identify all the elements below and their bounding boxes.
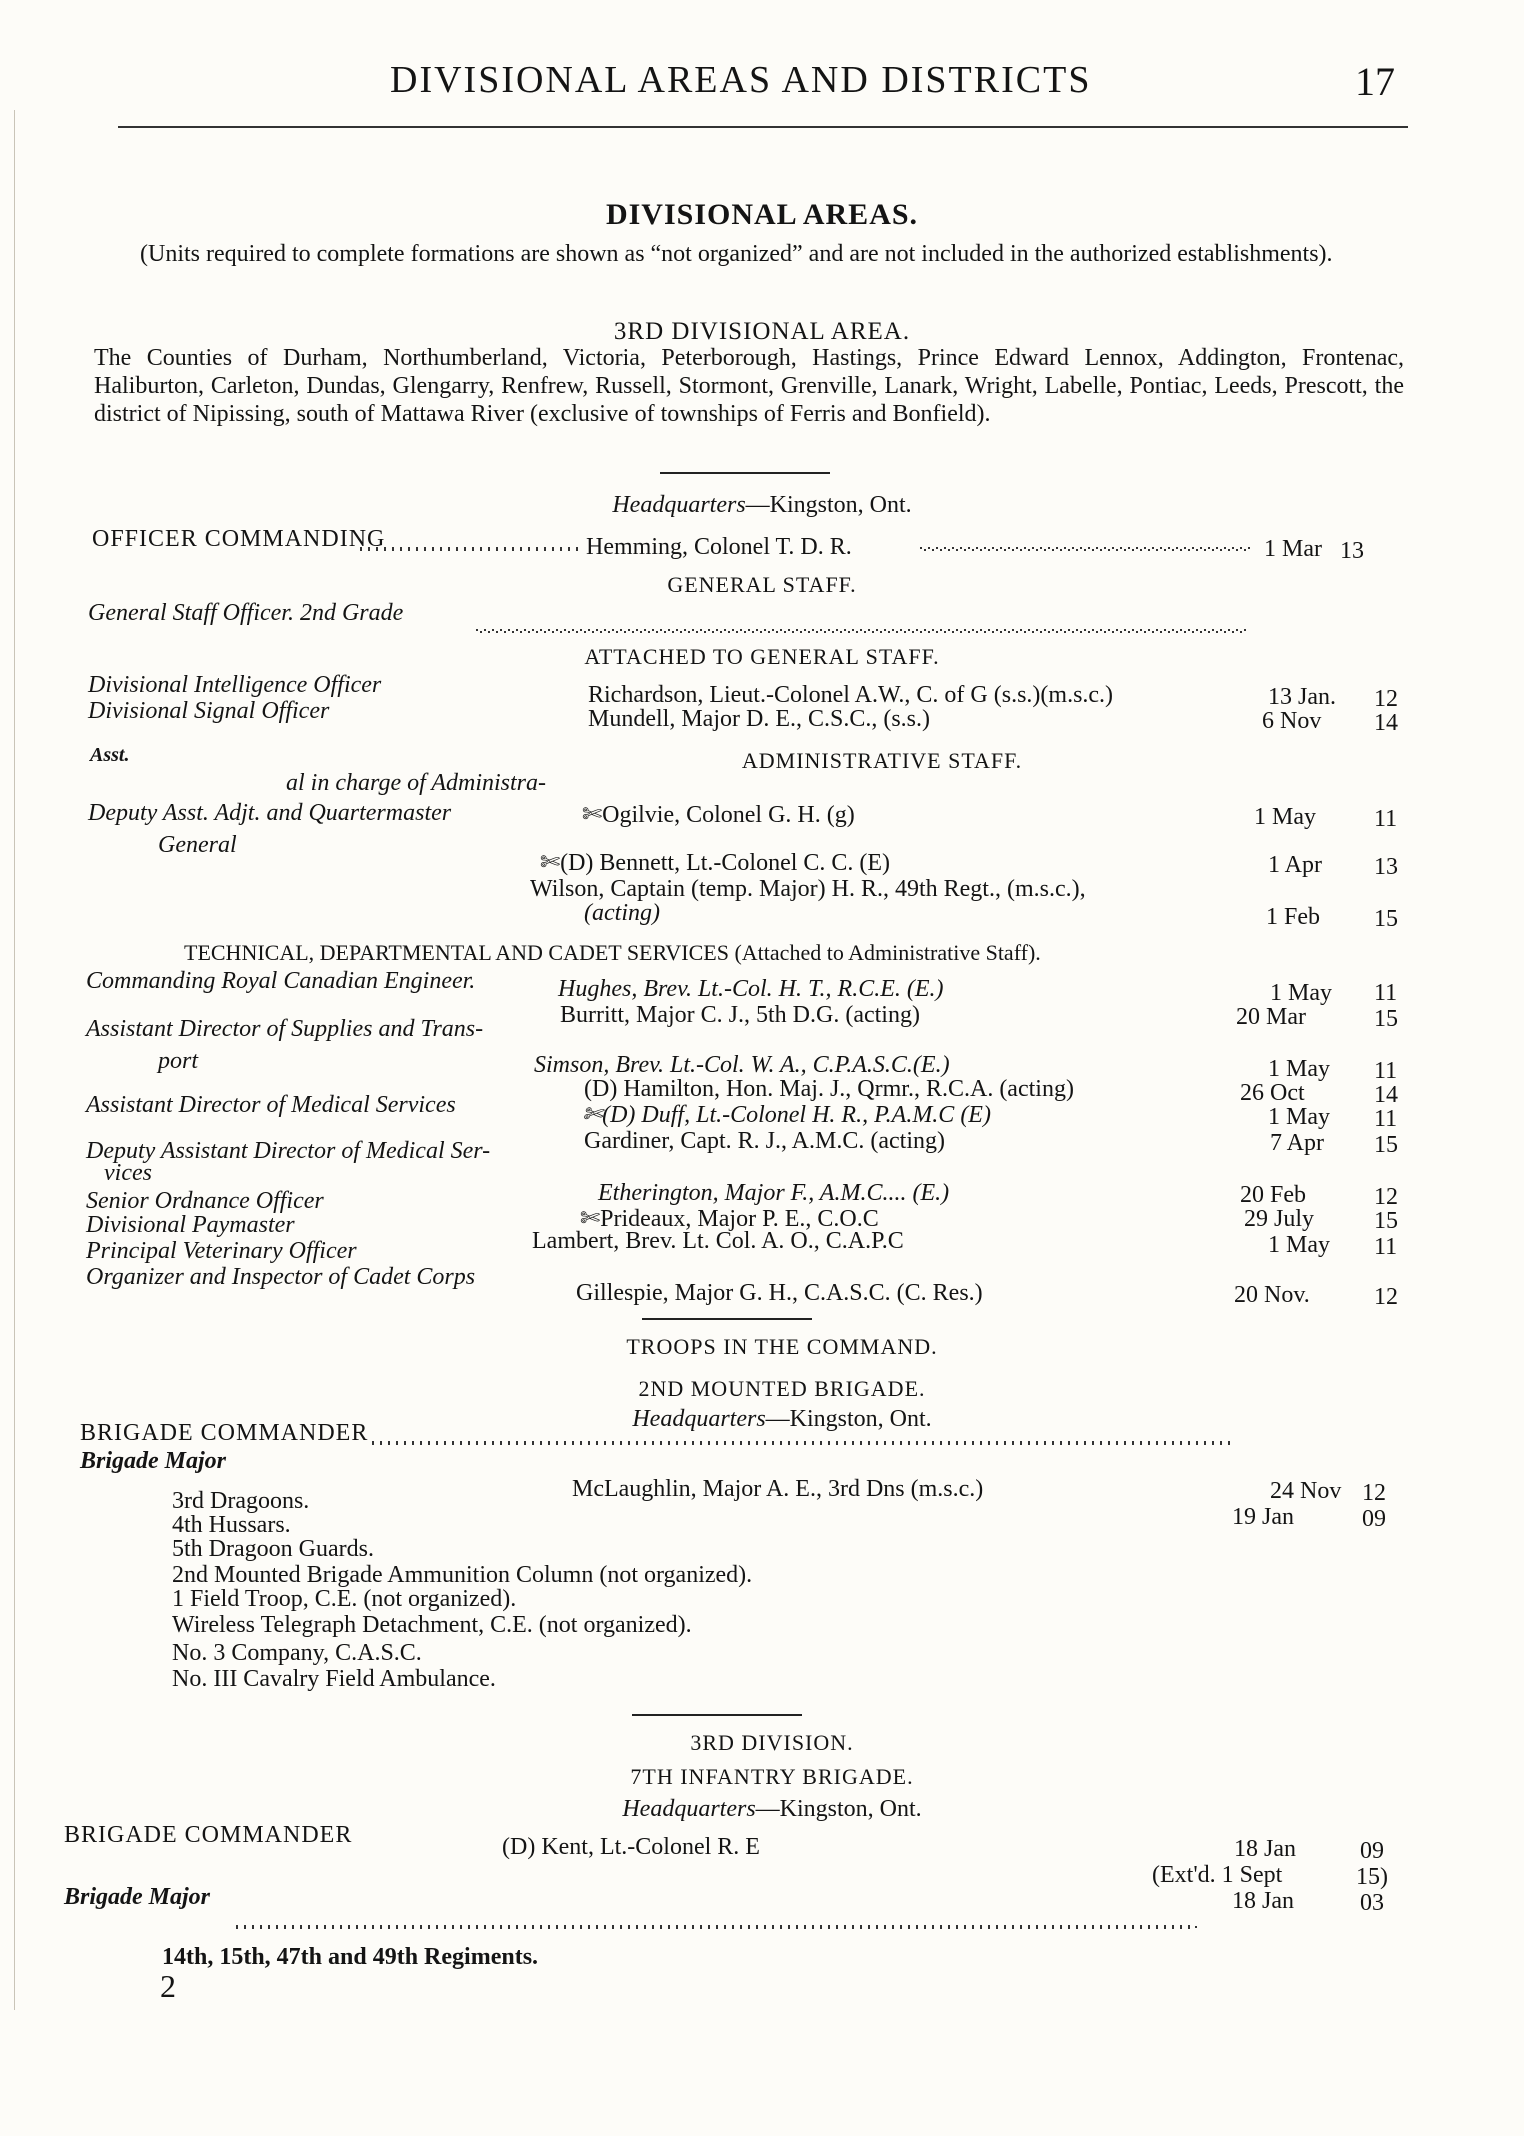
infantry-regiments: 14th, 15th, 47th and 49th Regiments. [162, 1944, 539, 1970]
asst-label: Asst. [90, 744, 130, 766]
gso-label: General Staff Officer. 2nd Grade [88, 600, 404, 626]
mclaughlin-name: McLaughlin, Major A. E., 3rd Dns (m.s.c.) [572, 1476, 984, 1502]
unit-item: 3rd Dragoons. [172, 1488, 310, 1514]
headquarters-value: —Kingston, Ont. [745, 492, 912, 518]
section-title: DIVISIONAL AREAS. [605, 198, 919, 231]
adms-label: Assistant Director of Medical Services [86, 1092, 456, 1118]
general-staff-heading: GENERAL STAFF. [667, 572, 857, 597]
crce-name: Hughes, Brev. Lt.-Col. H. T., R.C.E. (E.) [558, 976, 944, 1002]
gillespie-year: 12 [1374, 1284, 1398, 1310]
unit-item: 1 Field Troop, C.E. (not organized). [172, 1586, 517, 1612]
kent-year: 09 [1360, 1838, 1384, 1864]
unit-item: Wireless Telegraph Detachment, C.E. (not organized). [172, 1612, 692, 1638]
intelligence-officer-date: 13 Jan. [1268, 684, 1336, 710]
bennett-name: ✄(D) Bennett, Lt.-Colonel C. C. (E) [540, 850, 891, 876]
kent-name: (D) Kent, Lt.-Colonel R. E [502, 1834, 760, 1860]
attached-staff-heading: ATTACHED TO GENERAL STAFF. [584, 644, 940, 669]
ogilvie-year: 11 [1374, 806, 1398, 832]
dragoons-year: 09 [1362, 1506, 1386, 1532]
kent-date: 18 Jan [1234, 1836, 1296, 1862]
signal-officer-date: 6 Nov [1262, 708, 1322, 734]
mounted-hq-value: —Kingston, Ont. [765, 1406, 932, 1432]
wilson-year: 15 [1374, 906, 1398, 932]
etherington-date: 20 Feb [1240, 1182, 1306, 1208]
duff-name: ✄(D) Duff, Lt.-Colonel H. R., P.A.M.C (E) [582, 1102, 991, 1128]
soo-label: Senior Ordnance Officer [86, 1188, 324, 1214]
officer-commanding-date: 1 Mar [1264, 536, 1322, 562]
section-note: (Units required to complete formations are shown as “not organized” and are not included in the authorized establishments). [140, 241, 1333, 267]
administrative-staff-heading: ADMINISTRATIVE STAFF. [741, 748, 1023, 773]
crce-date: 1 May [1270, 980, 1332, 1006]
troops-heading: TROOPS IN THE COMMAND. [626, 1334, 938, 1359]
leader-line [476, 630, 1246, 632]
infantry-major-year: 03 [1360, 1890, 1384, 1916]
leader-line [360, 548, 580, 550]
duff-date: 1 May [1268, 1104, 1330, 1130]
lambert-date: 1 May [1268, 1232, 1330, 1258]
running-title: DIVISIONAL AREAS AND DISTRICTS [390, 59, 1092, 101]
daaqmg-label-line2: General [158, 832, 237, 858]
headquarters-label: Headquarters [612, 492, 746, 518]
area-description: The Counties of Durham, Northumberland, Victoria, Peterborough, Hastings, Prince Edward Lennox, Addington, Frontenac, Haliburton, Carleton, Dundas, Glengarry, Renfrew, Russell, Stormont, Grenville, Lanark, Wright, Labelle, Pontiac, Leeds, Prescott, the district of Nipissing, south of Mattawa River (exclusive of townships of Ferris and Bonfield). [94, 345, 1404, 427]
unit-item: 2nd Mounted Brigade Ammunition Column (not organized). [172, 1562, 753, 1588]
burritt-date: 20 Mar [1236, 1004, 1306, 1030]
duff-year: 11 [1374, 1106, 1398, 1132]
leader-line [236, 1926, 1196, 1928]
wilson-name: Wilson, Captain (temp. Major) H. R., 49th Regt., (m.s.c.), [530, 876, 1086, 902]
dadms-label-line2: vices [104, 1160, 152, 1186]
unit-item: No. 3 Company, C.A.S.C. [172, 1640, 422, 1666]
adst-label-line2: port [158, 1048, 199, 1074]
prideaux-year: 15 [1374, 1208, 1398, 1234]
kent-extended: (Ext'd. 1 Sept [1152, 1862, 1283, 1888]
crce-label: Commanding Royal Canadian Engineer. [86, 968, 476, 994]
mclaughlin-year: 12 [1362, 1480, 1386, 1506]
signal-officer-name: Mundell, Major D. E., C.S.C., (s.s.) [588, 706, 930, 732]
hamilton-date: 26 Oct [1240, 1080, 1305, 1106]
unit-item: 5th Dragoon Guards. [172, 1536, 374, 1562]
infantry-major-label: Brigade Major [64, 1884, 211, 1910]
signal-officer-label: Divisional Signal Officer [88, 698, 330, 724]
prideaux-date: 29 July [1244, 1206, 1315, 1232]
hamilton-name: (D) Hamilton, Hon. Maj. J., Qrmr., R.C.A. (acting) [584, 1076, 1074, 1102]
area-title: 3RD DIVISIONAL AREA. [613, 318, 911, 345]
gardiner-date: 7 Apr [1270, 1130, 1324, 1156]
infantry-major-date: 18 Jan [1232, 1888, 1294, 1914]
intelligence-officer-label: Divisional Intelligence Officer [88, 672, 382, 698]
adst-label: Assistant Director of Supplies and Trans- [86, 1016, 484, 1042]
dragoons-date: 19 Jan [1232, 1504, 1294, 1530]
dadms-label: Deputy Assistant Director of Medical Ser- [86, 1138, 491, 1164]
paymaster-label: Divisional Paymaster [86, 1212, 295, 1238]
brigade-commander-label: BRIGADE COMMANDER [80, 1420, 369, 1446]
brigade-major-label: Brigade Major [80, 1448, 227, 1474]
officer-commanding-label: OFFICER COMMANDING [92, 526, 386, 552]
ogilvie-name: ✄Ogilvie, Colonel G. H. (g) [582, 802, 855, 828]
gardiner-year: 15 [1374, 1132, 1398, 1158]
officer-commanding-year: 13 [1340, 538, 1364, 564]
infantry-commander-label: BRIGADE COMMANDER [64, 1822, 353, 1848]
signal-officer-year: 14 [1374, 710, 1398, 736]
unit-item: 4th Hussars. [172, 1512, 291, 1538]
infantry-hq-label: Headquarters [622, 1796, 756, 1822]
etherington-name: Etherington, Major F., A.M.C.... (E.) [598, 1180, 950, 1206]
wilson-acting: (acting) [584, 900, 660, 926]
cadet-corps-label: Organizer and Inspector of Cadet Corps [86, 1264, 476, 1290]
officer-commanding-name: Hemming, Colonel T. D. R. [586, 534, 852, 560]
pvo-label: Principal Veterinary Officer [86, 1238, 357, 1264]
ogilvie-date: 1 May [1254, 804, 1316, 830]
unit-item: No. III Cavalry Field Ambulance. [172, 1666, 496, 1692]
mounted-brigade-heading: 2ND MOUNTED BRIGADE. [638, 1376, 926, 1401]
burritt-year: 15 [1374, 1006, 1398, 1032]
lambert-name: Lambert, Brev. Lt. Col. A. O., C.A.P.C [532, 1228, 904, 1254]
mounted-hq-label: Headquarters [632, 1406, 766, 1432]
wilson-date: 1 Feb [1266, 904, 1320, 930]
page-number: 17 [1355, 59, 1395, 104]
bennett-date: 1 Apr [1268, 852, 1322, 878]
bennett-year: 13 [1374, 854, 1398, 880]
leader-line [372, 1442, 1232, 1444]
intelligence-officer-year: 12 [1374, 686, 1398, 712]
infantry-brigade-heading: 7TH INFANTRY BRIGADE. [630, 1764, 914, 1789]
kent-extended-year: 15) [1356, 1864, 1388, 1890]
simson-date: 1 May [1268, 1056, 1330, 1082]
simson-year: 11 [1374, 1058, 1398, 1084]
signature-mark: 2 [160, 1968, 176, 2004]
crce-year: 11 [1374, 980, 1398, 1006]
leader-line [920, 548, 1250, 550]
gillespie-date: 20 Nov. [1234, 1282, 1310, 1308]
technical-heading: TECHNICAL, DEPARTMENTAL AND CADET SERVICES (Attached to Administrative Staff). [184, 940, 1041, 965]
daaqmg-label-line1: Deputy Asst. Adjt. and Quartermaster [88, 800, 452, 826]
hamilton-year: 14 [1374, 1082, 1398, 1108]
intelligence-officer-name: Richardson, Lieut.-Colonel A.W., C. of G (s.s.)(m.s.c.) [588, 682, 1114, 708]
simson-name: Simson, Brev. Lt.-Col. W. A., C.P.A.S.C.(E.) [534, 1052, 950, 1078]
prideaux-name: ✄Prideaux, Major P. E., C.O.C [580, 1206, 879, 1232]
mclaughlin-date: 24 Nov [1270, 1478, 1342, 1504]
infantry-hq-value: —Kingston, Ont. [755, 1796, 922, 1822]
gillespie-name: Gillespie, Major G. H., C.A.S.C. (C. Res.) [576, 1280, 983, 1306]
third-division-heading: 3RD DIVISION. [690, 1730, 854, 1755]
burritt-name: Burritt, Major C. J., 5th D.G. (acting) [560, 1002, 920, 1028]
lambert-year: 11 [1374, 1234, 1398, 1260]
etherington-year: 12 [1374, 1184, 1398, 1210]
administration-continuation: al in charge of Administra- [286, 770, 546, 796]
gardiner-name: Gardiner, Capt. R. J., A.M.C. (acting) [584, 1128, 945, 1154]
